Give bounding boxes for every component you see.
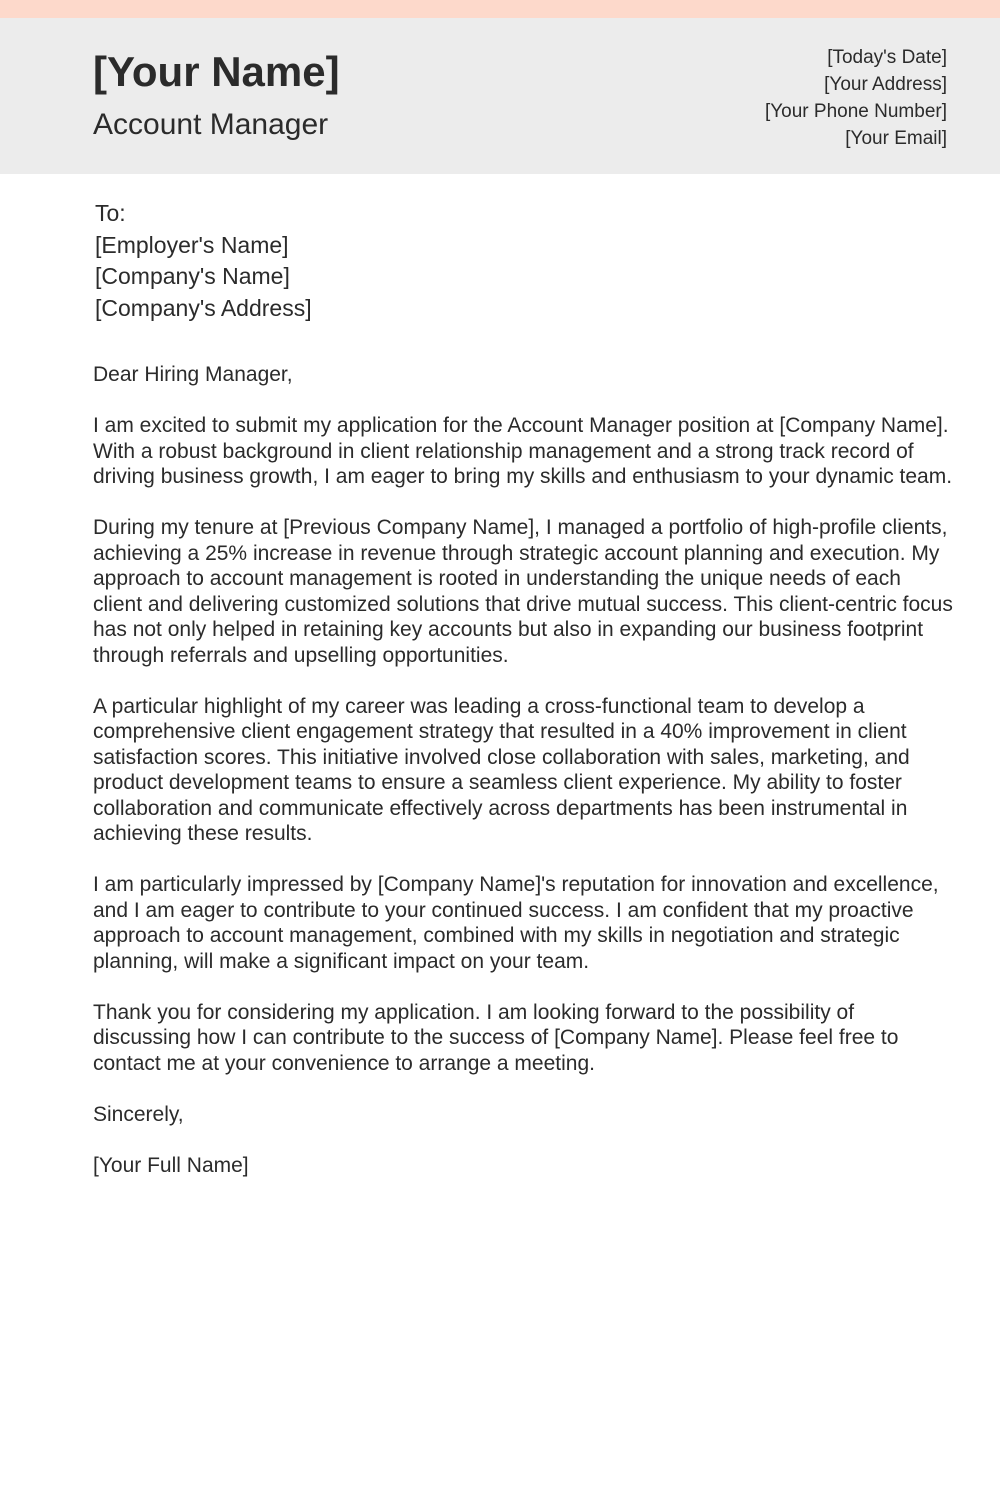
salutation: Dear Hiring Manager, bbox=[93, 363, 293, 386]
contact-date: [Today's Date] bbox=[827, 47, 947, 68]
contact-address: [Your Address] bbox=[824, 74, 947, 95]
contact-phone: [Your Phone Number] bbox=[764, 101, 947, 122]
applicant-name: [Your Name] bbox=[93, 48, 340, 95]
applicant-title: Account Manager bbox=[93, 108, 329, 141]
letter-paragraph-intro: I am excited to submit my application for the Account Manager position at [Company Name]. With a robust background in client relationship management and a strong track record of driving business growth, I am eager to bring my skills and enthusiasm to your dynamic team. bbox=[93, 414, 953, 488]
recipient-company-name: [Company's Name] bbox=[95, 263, 290, 289]
recipient-company-address: [Company's Address] bbox=[95, 294, 312, 321]
contact-email: [Your Email] bbox=[845, 128, 947, 149]
top-accent-bar bbox=[0, 0, 1000, 18]
closing: Sincerely, bbox=[93, 1102, 184, 1126]
letter-paragraph-thanks: Thank you for considering my application. I am looking forward to the possibility of discussing how I can contribute to the success of [Company Name]. Please feel free to contact me at your convenience to arrange a meeting. bbox=[93, 1000, 899, 1075]
recipient-block bbox=[95, 198, 312, 324]
letter-paragraph-highlight: A particular highlight of my career was leading a cross-functional team to develop a comprehensive client engagement strategy that resulted in a 40% improvement in client satisfaction scores. This initiative involved close collaboration with sales, marketing, and product development teams to ensure a seamless client experience. My ability to foster collaboration and communicate effectively across departments has been instrumental in achieving these results. bbox=[93, 694, 910, 845]
recipient-employer-name: [Employer's Name] bbox=[95, 231, 289, 258]
letter-body bbox=[93, 362, 953, 1204]
signature: [Your Full Name] bbox=[93, 1153, 249, 1177]
letter-paragraph-experience: During my tenure at [Previous Company Name], I managed a portfolio of high-profile clients, achieving a 25% increase in revenue through strategic account planning and execution. My approach to account management is rooted in understanding the unique needs of each client and delivering customized solutions that drive mutual success. This client-centric focus has not only helped in retaining key accounts but also in expanding our business footprint through referrals and upselling opportunities. bbox=[93, 516, 953, 667]
letter-header bbox=[0, 18, 1000, 174]
contact-block bbox=[765, 44, 947, 152]
recipient-to-label: To: bbox=[95, 200, 126, 226]
letter-paragraph-motivation: I am particularly impressed by [Company Name]'s reputation for innovation and excellence, and I am eager to contribute to your continued success. I am confident that my proactive approach to account management, combined with my skills in negotiation and strategic planning, will make a significant impact on your team. bbox=[93, 873, 939, 973]
